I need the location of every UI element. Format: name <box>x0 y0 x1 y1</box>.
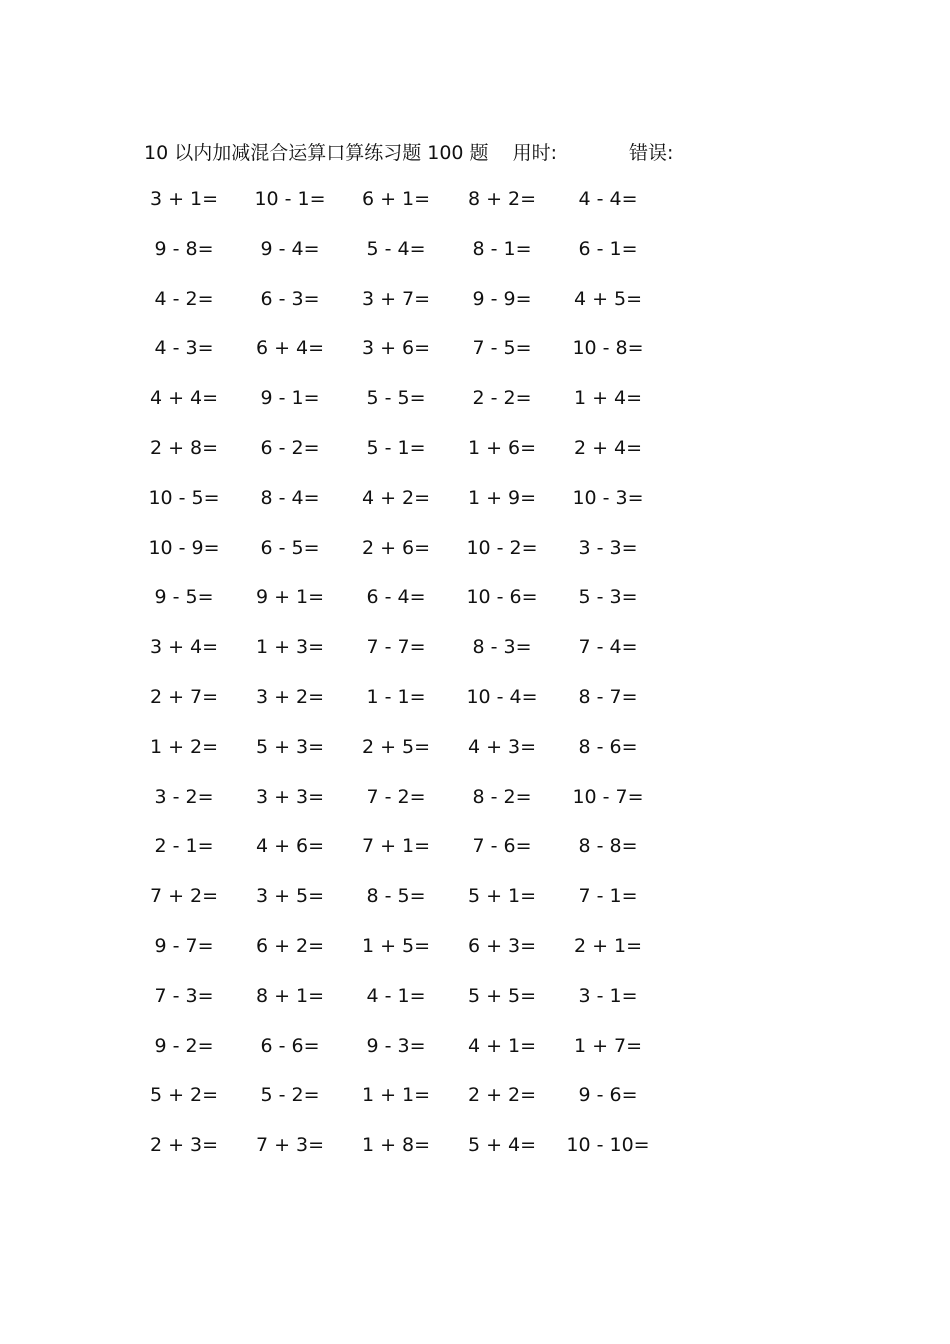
worksheet-header <box>144 137 673 165</box>
problem-item: 3 + 6= <box>361 337 431 360</box>
time-label: 用时: <box>512 141 557 164</box>
problem-item: 3 + 1= <box>149 188 219 210</box>
problem-item: 8 - 4= <box>260 486 320 509</box>
problem-item: 7 - 4= <box>578 636 638 659</box>
problem-item: 9 - 7= <box>154 934 214 957</box>
problem-row <box>0 582 950 632</box>
problem-item: 1 + 9= <box>467 486 537 509</box>
problem-item: 6 - 2= <box>260 436 320 459</box>
problem-item: 9 - 3= <box>366 1034 426 1057</box>
problem-item: 5 + 1= <box>467 885 537 908</box>
problem-row <box>0 383 950 433</box>
problem-item: 9 - 4= <box>260 237 320 260</box>
problem-row <box>0 732 950 782</box>
problem-row <box>0 1130 950 1180</box>
problem-row <box>0 782 950 832</box>
problem-item: 9 - 9= <box>472 287 532 310</box>
problem-item: 10 - 3= <box>572 486 644 509</box>
problem-row <box>0 632 950 682</box>
problem-item: 5 - 1= <box>366 436 426 459</box>
problem-item: 2 - 2= <box>472 387 532 410</box>
worksheet-title: 10 以内加减混合运算口算练习题 100 题 <box>144 141 489 164</box>
problem-item: 3 + 7= <box>361 287 431 310</box>
problem-item: 3 - 1= <box>578 984 638 1007</box>
problem-item: 3 - 3= <box>578 536 638 559</box>
problem-item: 1 + 1= <box>361 1084 431 1107</box>
problem-item: 8 + 1= <box>255 984 325 1007</box>
problem-item: 10 - 1= <box>254 188 326 210</box>
problem-item: 4 - 1= <box>366 984 426 1007</box>
problem-item: 8 - 2= <box>472 785 532 808</box>
problem-item: 2 - 1= <box>154 835 214 858</box>
problem-item: 8 - 5= <box>366 885 426 908</box>
problem-item: 4 + 4= <box>149 387 219 410</box>
problem-item: 1 + 7= <box>573 1034 643 1057</box>
problem-row <box>0 831 950 881</box>
problem-item: 9 - 6= <box>578 1084 638 1107</box>
problem-item: 7 + 2= <box>149 885 219 908</box>
problem-item: 1 + 4= <box>573 387 643 410</box>
problem-item: 5 + 2= <box>149 1084 219 1107</box>
problem-item: 6 - 5= <box>260 536 320 559</box>
problem-item: 3 - 2= <box>154 785 214 808</box>
problem-item: 4 + 6= <box>255 835 325 858</box>
problem-row <box>0 1031 950 1081</box>
problem-item: 8 - 6= <box>578 735 638 758</box>
problem-item: 6 - 3= <box>260 287 320 310</box>
problem-row <box>0 284 950 334</box>
problem-item: 2 + 4= <box>573 436 643 459</box>
problem-item: 7 - 1= <box>578 885 638 908</box>
problem-item: 5 - 3= <box>578 586 638 609</box>
problem-item: 9 - 8= <box>154 237 214 260</box>
problem-item: 7 - 3= <box>154 984 214 1007</box>
problem-item: 2 + 2= <box>467 1084 537 1107</box>
problem-item: 6 - 6= <box>260 1034 320 1057</box>
problem-item: 1 + 8= <box>361 1134 431 1157</box>
problem-item: 8 - 3= <box>472 636 532 659</box>
problem-row <box>0 433 950 483</box>
problem-row <box>0 184 950 234</box>
error-label: 错误: <box>628 141 674 164</box>
problem-row <box>0 483 950 533</box>
problem-item: 9 + 1= <box>255 586 325 609</box>
problem-item: 4 + 2= <box>361 486 431 509</box>
problem-item: 6 + 2= <box>255 934 325 957</box>
problem-item: 1 + 6= <box>467 436 537 459</box>
problem-item: 4 + 5= <box>573 287 643 310</box>
problem-item: 10 - 10= <box>566 1134 650 1157</box>
problem-item: 2 + 8= <box>149 436 219 459</box>
problem-row <box>0 234 950 284</box>
problem-item: 7 + 1= <box>361 835 431 858</box>
problem-item: 7 + 3= <box>255 1134 325 1157</box>
problem-item: 6 - 1= <box>578 237 638 260</box>
problem-item: 2 + 1= <box>573 934 643 957</box>
problem-item: 5 - 4= <box>366 237 426 260</box>
problem-item: 8 - 1= <box>472 237 532 260</box>
problem-item: 9 - 1= <box>260 387 320 410</box>
problem-row <box>0 533 950 583</box>
problem-item: 4 + 3= <box>467 735 537 758</box>
problem-item: 5 + 3= <box>255 735 325 758</box>
problem-item: 4 + 1= <box>467 1034 537 1057</box>
problem-item: 10 - 5= <box>148 486 220 509</box>
problem-item: 8 - 7= <box>578 685 638 708</box>
problem-item: 6 - 4= <box>366 586 426 609</box>
problem-item: 7 - 6= <box>472 835 532 858</box>
problem-item: 2 + 7= <box>149 685 219 708</box>
problem-row <box>0 1080 950 1130</box>
problem-item: 5 - 2= <box>260 1084 320 1107</box>
problem-item: 1 + 5= <box>361 934 431 957</box>
problem-row <box>0 981 950 1031</box>
problem-item: 7 - 2= <box>366 785 426 808</box>
problem-item: 2 + 6= <box>361 536 431 559</box>
problem-item: 10 - 9= <box>148 536 220 559</box>
problem-item: 7 - 7= <box>366 636 426 659</box>
problem-item: 5 - 5= <box>366 387 426 410</box>
problem-item: 8 + 2= <box>467 188 537 210</box>
problem-item: 6 + 4= <box>255 337 325 360</box>
problem-item: 4 - 3= <box>154 337 214 360</box>
problem-item: 10 - 7= <box>572 785 644 808</box>
problem-item: 10 - 2= <box>466 536 538 559</box>
problem-item: 6 + 3= <box>467 934 537 957</box>
problem-item: 7 - 5= <box>472 337 532 360</box>
problem-item: 10 - 4= <box>466 685 538 708</box>
problem-item: 1 + 2= <box>149 735 219 758</box>
problem-item: 2 + 3= <box>149 1134 219 1157</box>
problem-row <box>0 881 950 931</box>
problem-item: 3 + 2= <box>255 685 325 708</box>
problem-item: 5 + 5= <box>467 984 537 1007</box>
problem-item: 10 - 6= <box>466 586 538 609</box>
problem-item: 3 + 5= <box>255 885 325 908</box>
problem-item: 2 + 5= <box>361 735 431 758</box>
problem-item: 4 - 2= <box>154 287 214 310</box>
problem-item: 3 + 4= <box>149 636 219 659</box>
problem-item: 10 - 8= <box>572 337 644 360</box>
problem-grid <box>0 184 950 1180</box>
problem-item: 3 + 3= <box>255 785 325 808</box>
problem-item: 8 - 8= <box>578 835 638 858</box>
problem-item: 1 + 3= <box>255 636 325 659</box>
problem-item: 1 - 1= <box>366 685 426 708</box>
problem-item: 9 - 5= <box>154 586 214 609</box>
problem-row <box>0 931 950 981</box>
problem-item: 5 + 4= <box>467 1134 537 1157</box>
problem-row <box>0 333 950 383</box>
problem-item: 4 - 4= <box>578 188 638 210</box>
problem-row <box>0 682 950 732</box>
problem-item: 6 + 1= <box>361 188 431 210</box>
problem-item: 9 - 2= <box>154 1034 214 1057</box>
